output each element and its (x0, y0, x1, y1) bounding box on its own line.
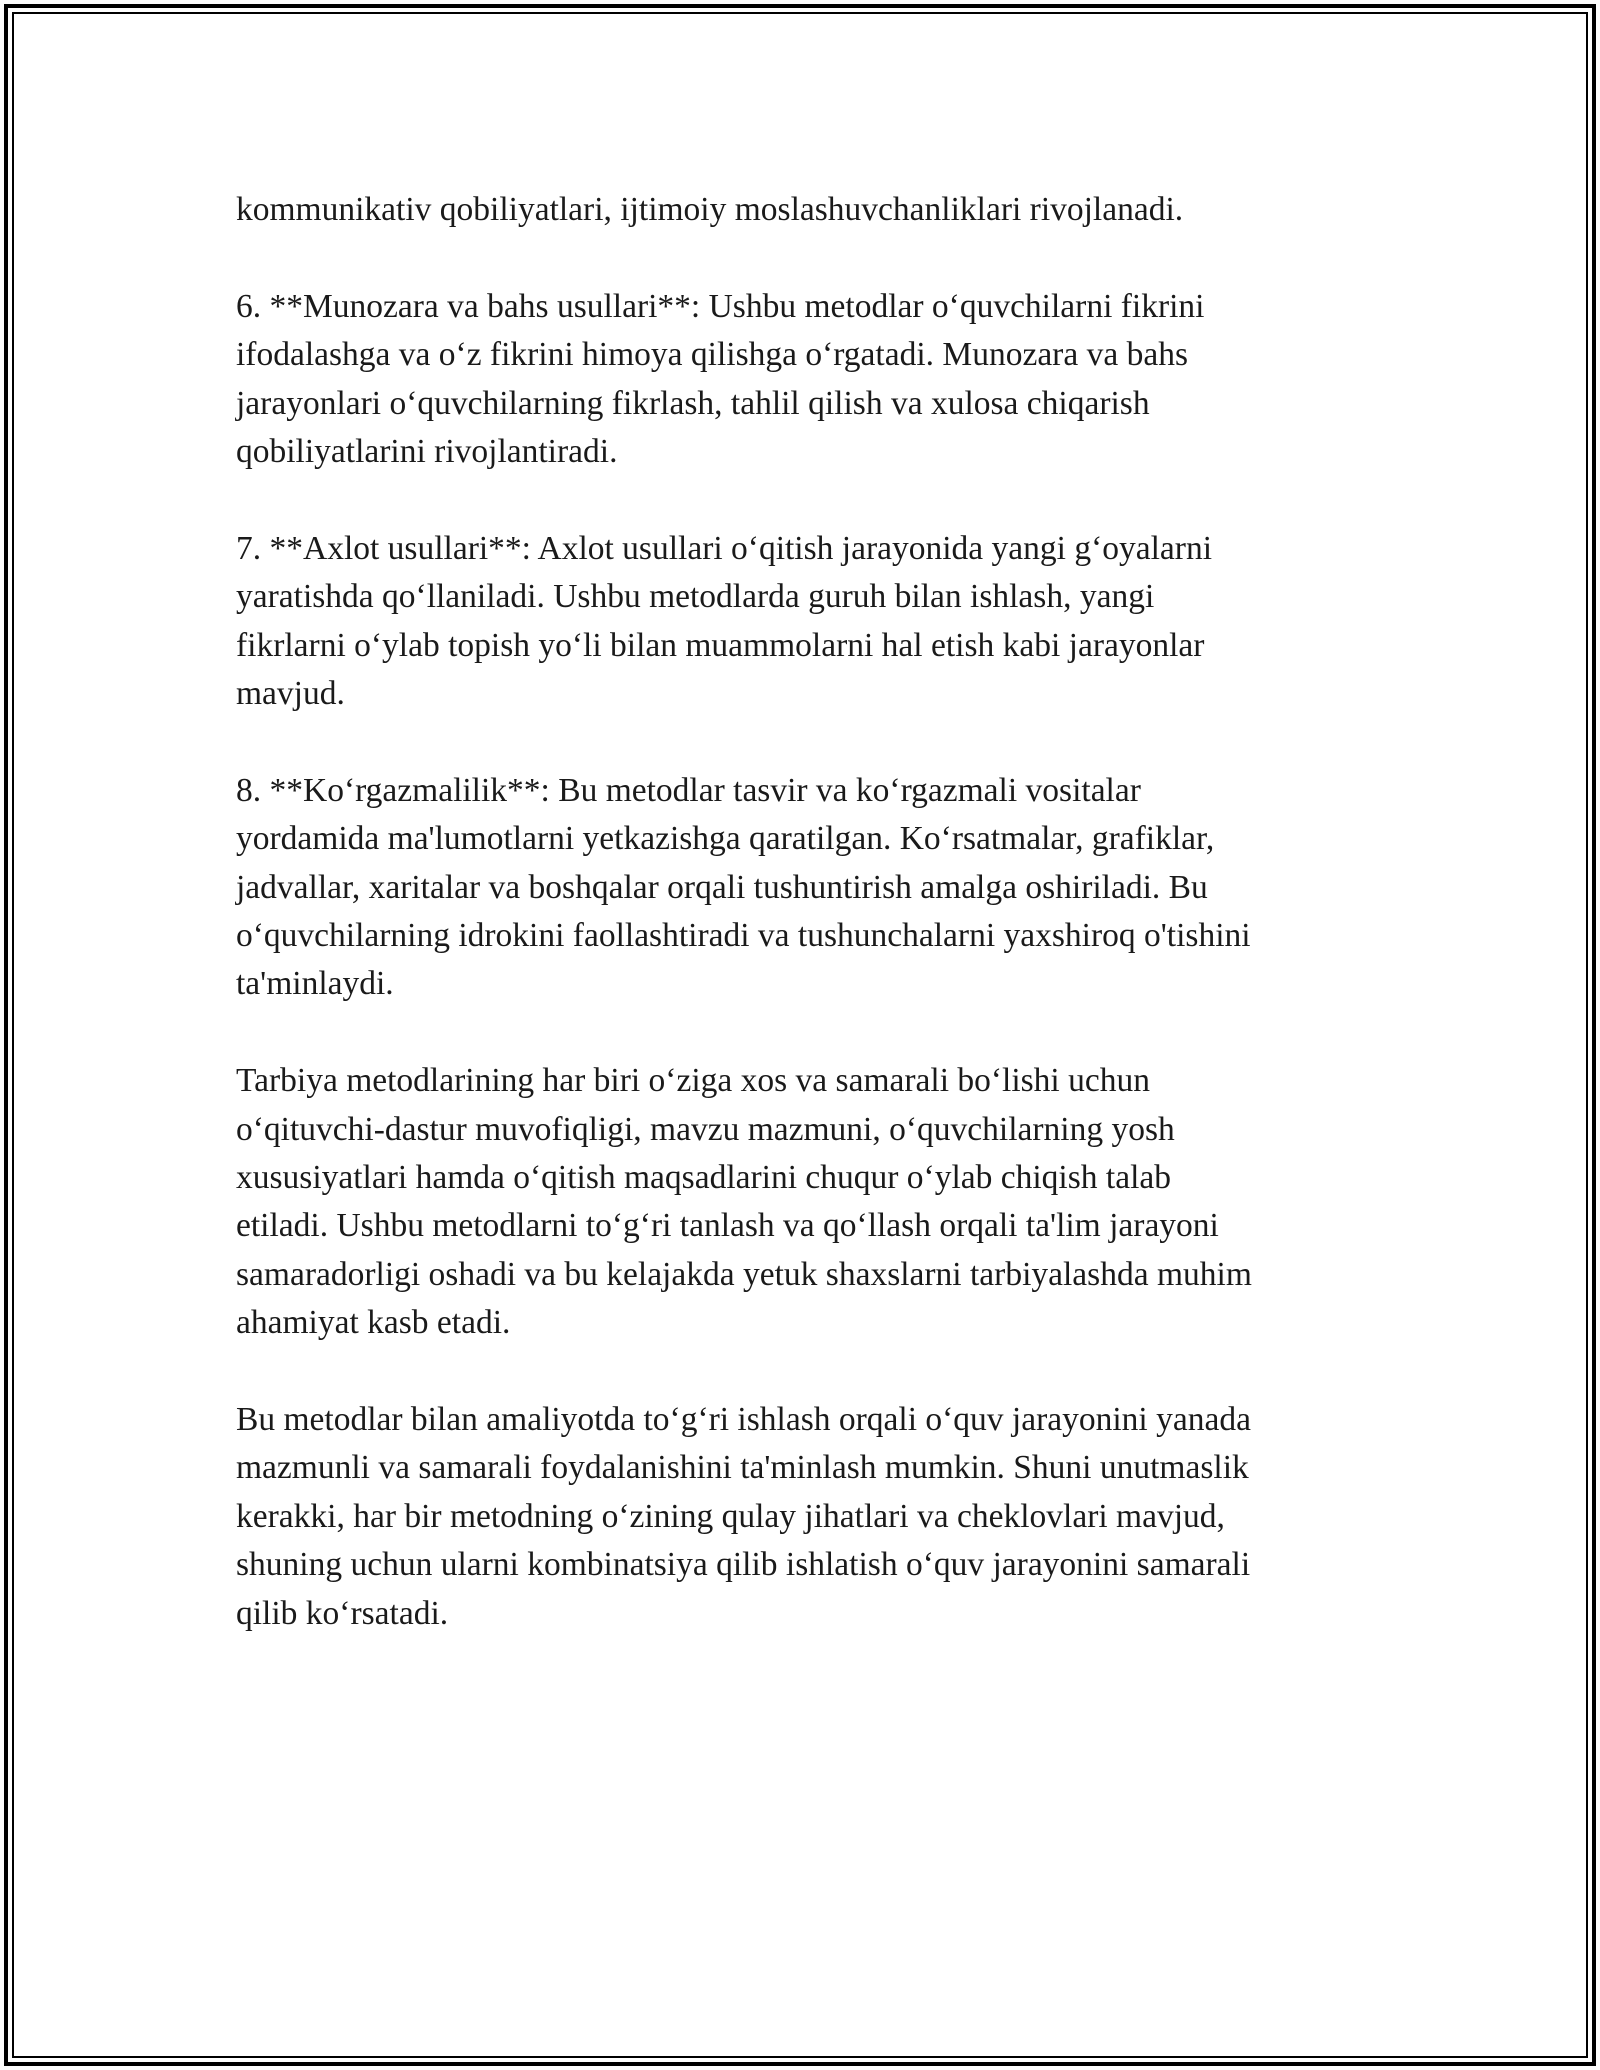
paragraph-tarbiya-metodlari: Tarbiya metodlarining har biri o‘ziga xos va samarali bo‘lishi uchun o‘qituvchi-dastur muvofiqligi, mavzu mazmuni, o‘quvchilarning yosh xususiyatlari hamda o‘qitish maqsadlarini chuqur o‘ylab chiqish talab etiladi. Ushbu metodlarni to‘g‘ri tanlash va qo‘llash orqali ta'lim jarayoni samaradorligi oshadi va bu kelajakda yetuk shaxslarni tarbiyalashda muhim ahamiyat kasb etadi. (236, 1062, 1252, 1342)
paragraph-item-7-axlot: 7. **Axlot usullari**: Axlot usullari o‘qitish jarayonida yangi g‘oyalarni yaratishda qo‘llaniladi. Ushbu metodlarda guruh bilan ishlash, yangi fikrlarni o‘ylab topish yo‘li bilan muammolarni hal etish kabi jarayonlar mavjud. (236, 529, 1212, 713)
paragraph-continuation: kommunikativ qobiliyatlari, ijtimoiy moslashuvchanliklari rivojlanadi. (236, 191, 1184, 228)
paragraph-item-6-munozara: 6. **Munozara va bahs usullari**: Ushbu metodlar o‘quvchilarni fikrini ifodalashga va o‘z fikrini himoya qilishga o‘rgatadi. Munozara va bahs jarayonlari o‘quvchilarning fikrlash, tahlil qilish va xulosa chiqarish qobiliyatlarini rivojlantiradi. (236, 287, 1205, 471)
paragraph-item-8-korgazmalilik: 8. **Ko‘rgazmalilik**: Bu metodlar tasvir va ko‘rgazmali vositalar yordamida ma'lumotlarni yetkazishga qaratilgan. Ko‘rsatmalar, grafiklar, jadvallar, xaritalar va boshqalar orqali tushuntirish amalga oshiriladi. Bu o‘quvchilarning idrokini faollashtiradi va tushunchalarni yaxshiroq o'tishini ta'minlaydi. (236, 771, 1251, 1003)
paragraph-conclusion: Bu metodlar bilan amaliyotda to‘g‘ri ishlash orqali o‘quv jarayonini yanada mazmunli va samarali foydalanishini ta'minlash mumkin. Shuni unutmaslik kerakki, har bir metodning o‘zining qulay jihatlari va cheklovlari mavjud, shuning uchun ularni kombinatsiya qilib ishlatish o‘quv jarayonini samarali qilib ko‘rsatadi. (236, 1401, 1251, 1632)
document-body (236, 186, 1356, 1687)
